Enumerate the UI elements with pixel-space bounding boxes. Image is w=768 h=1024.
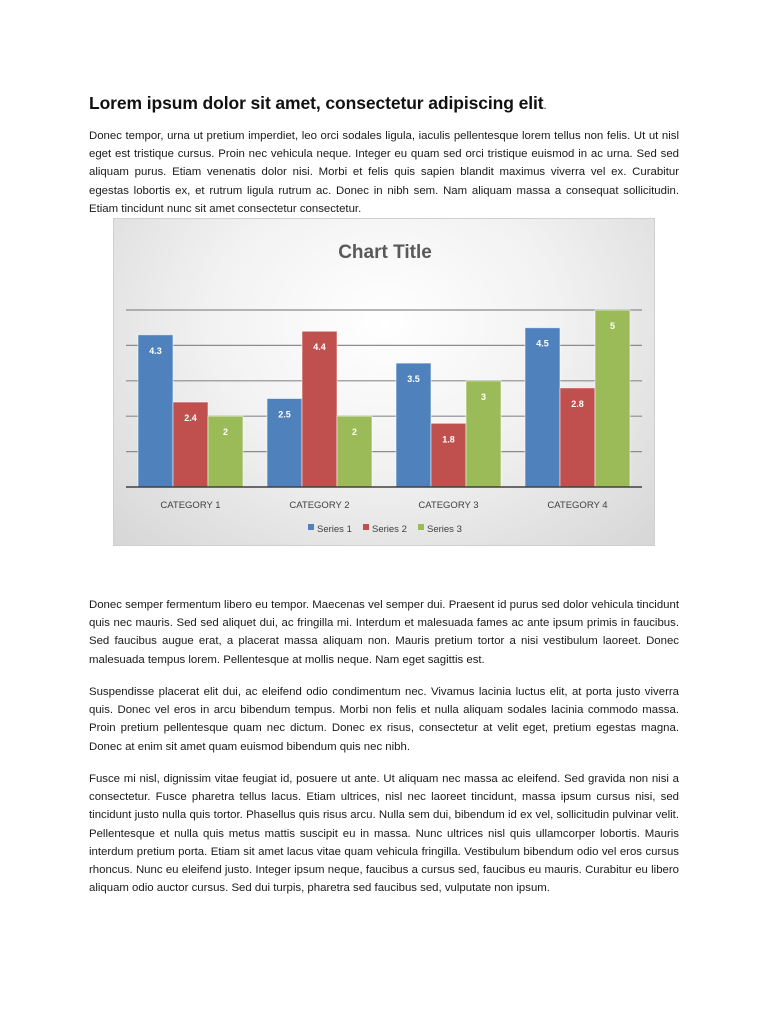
data-label: 5 — [609, 321, 616, 331]
bar-1-1[interactable] — [138, 335, 173, 487]
bar-2-3[interactable] — [431, 423, 466, 487]
legend-label: Series 2 — [372, 524, 407, 535]
bars — [138, 310, 630, 487]
legend-swatch — [308, 524, 314, 530]
data-label: 2.5 — [278, 409, 291, 420]
category-label: CATEGORY 3 — [418, 500, 479, 511]
category-label: CATEGORY 1 — [160, 500, 221, 511]
x-axis — [126, 487, 642, 511]
bar-1-4[interactable] — [525, 328, 560, 487]
data-label: 2.4 — [184, 413, 197, 424]
bar-2-2[interactable] — [302, 331, 337, 487]
data-label: 4.3 — [149, 345, 162, 356]
bar-3-4[interactable] — [595, 310, 630, 487]
data-label: 2.8 — [571, 398, 584, 409]
chart-title: Chart Title — [338, 242, 432, 263]
data-label: 4.5 — [536, 338, 549, 349]
data-label: 3.5 — [407, 374, 420, 385]
category-label: CATEGORY 4 — [547, 500, 608, 511]
category-label: CATEGORY 2 — [289, 500, 350, 511]
embedded-chart[interactable] — [113, 218, 655, 546]
data-label: 2 — [222, 427, 229, 438]
legend-swatch — [418, 524, 424, 530]
paragraph-1: Donec tempor, urna ut pretium imperdiet, leo orci sodales ligula, iaculis pellentesque lorem tellus non felis. Ut ut nisl eget est tristique cursus. Proin nec vehicula neque. Integer eu quam sed orci tristique euismod in ac urna. Sed sed aliquam purus. Etiam venenatis dolor nisi. Morbi et felis quis sapien blandit maximus viverra vel ex. Curabitur egestas lobortis ex, et rutrum ligula rutrum ac. Donec in nibh sem. Nam aliquam massa a consequat sollicitudin. Etiam tincidunt nunc sit amet consectetur consectetur. — [89, 130, 679, 215]
data-label: 1.8 — [442, 434, 455, 445]
data-label: 3 — [480, 391, 487, 402]
legend-label: Series 1 — [317, 524, 352, 535]
bar-chart — [114, 219, 656, 547]
data-label: 2 — [351, 427, 358, 438]
legend-label: Series 3 — [427, 524, 462, 535]
legend — [308, 524, 462, 535]
paragraph-2: Donec semper fermentum libero eu tempor. Maecenas vel semper dui. Praesent id purus sed dolor vehicula tincidunt quis nec mauris. Sed sed aliquet dui, ac fringilla mi. Interdum et malesuada fames ac ante ipsum primis in faucibus. Sed faucibus augue erat, a placerat massa aliquam non. Mauris pretium tortor a nisi vestibulum laoreet. Donec malesuada tempus lorem. Pellentesque at mollis neque. Nam eget sagittis est. — [89, 599, 679, 666]
paragraph-3: Suspendisse placerat elit dui, ac eleifend odio condimentum nec. Vivamus lacinia luctus elit, at porta justo viverra quis. Donec vel eros in arcu bibendum tempus. Morbi non felis et nulla aliquam sodales lacinia commodo massa. Proin pretium pellentesque quam nec dictum. Donec ex risus, consectetur at velit eget, pretium egestas magna. Donec at enim sit amet quam euismod bibendum quis nec nibh. — [89, 686, 679, 753]
legend-swatch — [363, 524, 369, 530]
document-heading: Lorem ipsum dolor sit amet, consectetur adipiscing elit. — [89, 93, 547, 113]
paragraph-4: Fusce mi nisl, dignissim vitae feugiat id, posuere ut ante. Ut aliquam nec massa ac eleifend. Sed gravida non nisi a consectetur. Fusce pharetra tellus lacus. Etiam ultrices, nisl nec laoreet tincidunt, massa ipsum cursus nisi, sed tincidunt justo nulla quis tortor. Phasellus quis risus arcu. Nulla sem dui, bibendum id ex vel, sollicitudin pulvinar velit. Pellentesque et nulla quis metus mattis suscipit eu in massa. Nunc ultrices nisl quis ullamcorper lobortis. Mauris interdum pretium porta. Etiam sit amet lacus vitae quam vehicula fringilla. Vestibulum bibendum odio vel eros cursus rhoncus. Nunc eu eleifend justo. Integer ipsum neque, faucibus a cursus sed, faucibus eu mauris. Curabitur eu libero aliquam odio auctor cursus. Sed dui turpis, pharetra sed faucibus sed, vulputate non ipsum. — [89, 773, 679, 895]
data-label: 4.4 — [313, 342, 326, 353]
